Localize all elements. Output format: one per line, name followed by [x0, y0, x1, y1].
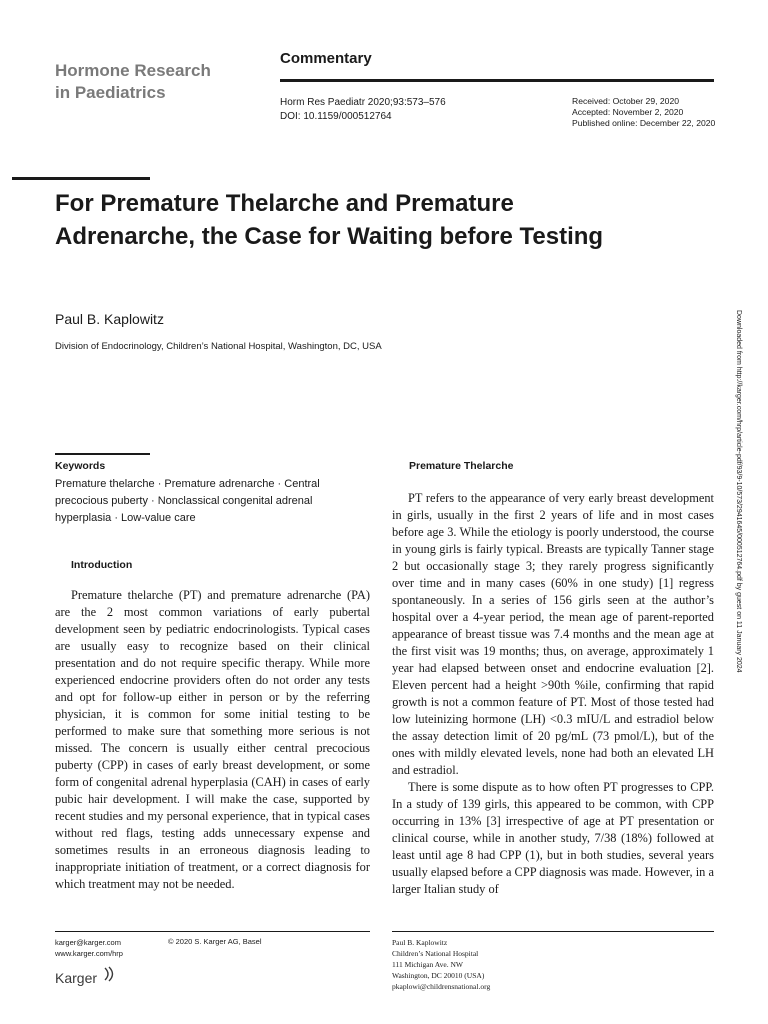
journal-name-line2: in Paediatrics: [55, 83, 166, 102]
doi-link[interactable]: DOI: 10.1159/000512764: [280, 111, 392, 122]
footer-rule-right: [392, 931, 714, 932]
download-watermark: Downloaded from http://karger.com/hrp/article-pdf/93/9-10/573/2941645/000512764.pdf by guest on 11 January 2024: [735, 310, 742, 673]
header-rule: [280, 79, 714, 82]
published-date: Published online: December 22, 2020: [572, 118, 716, 128]
copyright-notice: © 2020 S. Karger AG, Basel: [168, 937, 262, 946]
publisher-website[interactable]: www.karger.com/hrp: [55, 949, 123, 958]
citation-block: [280, 96, 446, 124]
karger-logo: Karger: [55, 970, 98, 986]
accepted-date: Accepted: November 2, 2020: [572, 107, 684, 117]
journal-name: [55, 60, 255, 104]
correspondence-name: Paul B. Kaplowitz: [392, 938, 448, 947]
journal-reference: Horm Res Paediatr 2020;93:573–576: [280, 97, 446, 108]
keywords-rule: [55, 453, 150, 455]
correspondence-institution: Children’s National Hospital: [392, 949, 479, 958]
author-name: Paul B. Kaplowitz: [55, 311, 164, 327]
footer-rule-left: [55, 931, 370, 932]
journal-name-line1: Hormone Research: [55, 61, 211, 80]
premature-thelarche-heading: Premature Thelarche: [409, 460, 514, 472]
paragraph: There is some dispute as to how often PT progresses to CPP. In a study of 139 girls, this appeared to be common, with CPP occurring in 13% [3] irrespective of age at PT presentation or clinical course, while in another study, 7/38 (18%) followed at least until age 8 had CPP (1), but in both studies, several years usually elapsed before a CPP diagnosis was made. However, in a larger Italian study of: [392, 780, 714, 896]
title-rule: [12, 177, 150, 180]
introduction-heading: Introduction: [71, 559, 133, 571]
correspondence-street: 111 Michigan Ave. NW: [392, 960, 463, 969]
article-title: For Premature Thelarche and Premature Adrenarche, the Case for Waiting before Testing: [55, 190, 604, 250]
karger-logo-icon: [102, 966, 116, 982]
publisher-email[interactable]: karger@karger.com: [55, 938, 121, 947]
keywords-list: Premature thelarche · Premature adrenarche · Central precocious puberty · Nonclassical congenital adrenal hyperplasia · Low-value care: [55, 478, 320, 524]
paragraph: PT refers to the appearance of very early breast development in girls, usually in the first 2 years of life and in most cases before age 3. While the etiology is poorly understood, the course in young girls is fairly typical. Breasts are typically Tanner stage 2 but occasionally stage 3; they rarely progress significantly over time and in many cases (60% in one study) [1] regress spontaneously. In a series of 156 girls seen at the author’s hospital over a 4-year period, the mean age of parent-reported appearance of breast tissue was 7.4 months and the mean age at the first visit was 19 months; thus, on average, approximately 1 year had elapsed between onset and endocrine evaluation [2]. Eleven percent had a height >90th %ile, confirming that rapid growth is not a common feature of PT. Most of those tested had low luteinizing hormone (LH) <0.3 mIU/L and estradiol below the assay detection limit of 20 pg/mL (73 pmol/L), but of the ones with mildly elevated levels, none had both an elevated LH and estradiol.: [392, 491, 714, 777]
correspondence-city: Washington, DC 20010 (USA): [392, 971, 485, 980]
publication-dates: [572, 96, 715, 129]
correspondence-email[interactable]: pkaplowi@childrensnational.org: [392, 982, 491, 991]
received-date: Received: October 29, 2020: [572, 96, 680, 106]
introduction-body: [55, 587, 370, 893]
publisher-contact: [55, 937, 123, 959]
article-type: Commentary: [280, 50, 372, 67]
correspondence-address: [392, 937, 490, 992]
paragraph: Premature thelarche (PT) and premature adrenarche (PA) are the 2 most common variations of early pubertal development seen by pediatric endocrinologists. Typical cases are usually easy to recognize based on their clinical presentation and do not require specific therapy. While more experienced endocrine providers often do not order any tests and opt for follow-up either in person or by the referring physician, it is common for some initial testing to be performed to make sure that something more serious is not missed. The concern is usually either central precocious puberty (CPP) in cases of early breast development, or some form of congenital adrenal hyperplasia (CAH) in cases of early pubic hair development. I will make the case, supported by recent studies and my personal experience, that in typical cases without red flags, testing adds unnecessary expense and sometimes results in an erroneous diagnosis leading to inappropriate initiation of treatment, or a correct diagnosis for which treatment may not be needed.: [55, 588, 370, 891]
author-affiliation: Division of Endocrinology, Children’s National Hospital, Washington, DC, USA: [55, 341, 382, 352]
keywords-heading: Keywords: [55, 460, 106, 472]
premature-thelarche-body: [392, 490, 714, 898]
